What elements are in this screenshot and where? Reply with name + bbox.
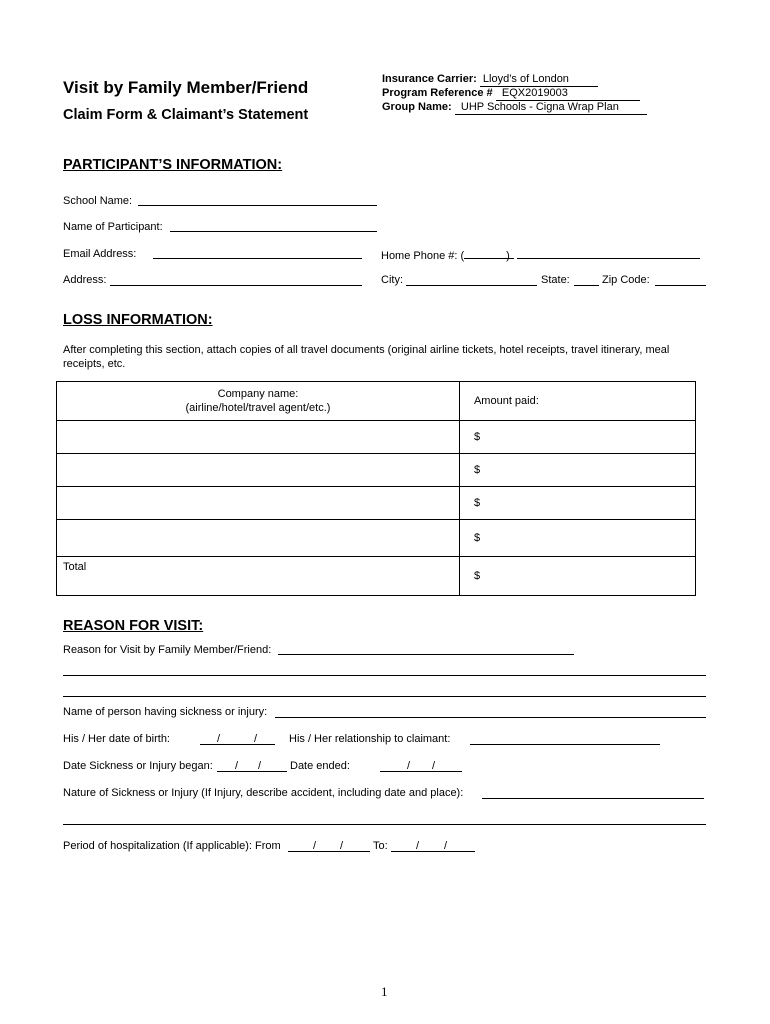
group-name bbox=[382, 100, 647, 115]
company-cell[interactable] bbox=[57, 520, 460, 557]
hospitalization-to-field[interactable] bbox=[391, 851, 475, 852]
insurance-carrier bbox=[382, 72, 598, 87]
hosp-from-separator: / bbox=[340, 840, 344, 852]
nature-label: Nature of Sickness or Injury (If Injury, describe accident, including date and place): bbox=[63, 787, 464, 799]
date-began-separator: / bbox=[258, 760, 262, 772]
amount-cell[interactable]: $ bbox=[459, 520, 695, 557]
page-number: 1 bbox=[381, 984, 388, 999]
amount-cell[interactable]: $ bbox=[459, 421, 695, 454]
total-label: Total bbox=[57, 557, 460, 596]
dob-separator: / bbox=[217, 733, 221, 745]
group-label: Group Name: bbox=[382, 101, 452, 113]
person-name-field[interactable] bbox=[275, 717, 706, 718]
form-title: Visit by Family Member/Friend bbox=[63, 78, 309, 97]
dob-separator: / bbox=[254, 733, 258, 745]
company-cell[interactable] bbox=[57, 487, 460, 520]
carrier-label: Insurance Carrier: bbox=[382, 73, 477, 85]
person-name-label: Name of person having sickness or injury: bbox=[63, 706, 268, 718]
participant-heading: PARTICIPANT’S INFORMATION: bbox=[63, 157, 283, 173]
relationship-field[interactable] bbox=[470, 744, 660, 745]
dob-label: His / Her date of birth: bbox=[63, 733, 170, 745]
company-cell[interactable] bbox=[57, 454, 460, 487]
company-column-header: Company name: (airline/hotel/travel agent/etc.) bbox=[57, 382, 460, 421]
hospitalization-label: Period of hospitalization (If applicable): From bbox=[63, 840, 281, 852]
address-field[interactable] bbox=[110, 285, 362, 286]
reason-field[interactable] bbox=[278, 654, 574, 655]
phone-area-code-field[interactable] bbox=[466, 258, 514, 259]
hospitalization-to-label: To: bbox=[373, 840, 388, 852]
city-field[interactable] bbox=[406, 285, 537, 286]
reason-field-line-2[interactable] bbox=[63, 675, 706, 676]
nature-field-line-2[interactable] bbox=[63, 824, 706, 825]
date-ended-separator: / bbox=[407, 760, 411, 772]
nature-field[interactable] bbox=[482, 798, 704, 799]
zip-field[interactable] bbox=[655, 285, 706, 286]
form-subtitle: Claim Form & Claimant’s Statement bbox=[63, 107, 309, 123]
reason-field-line-3[interactable] bbox=[63, 696, 706, 697]
home-phone-field[interactable] bbox=[517, 258, 700, 259]
loss-instructions: After completing this section, attach copies of all travel documents (original airline tickets, hotel receipts, travel itinerary, meal receipts, etc. bbox=[63, 344, 670, 370]
table-header-row bbox=[57, 382, 696, 421]
home-phone-label: Home Phone #: ( ) bbox=[381, 250, 510, 262]
relationship-label: His / Her relationship to claimant: bbox=[289, 733, 451, 745]
date-ended-field[interactable] bbox=[380, 771, 462, 772]
date-began-label: Date Sickness or Injury began: bbox=[63, 760, 213, 772]
date-ended-label: Date ended: bbox=[290, 760, 350, 772]
hosp-to-separator: / bbox=[416, 840, 420, 852]
amount-cell[interactable]: $ bbox=[459, 487, 695, 520]
amount-cell[interactable]: $ bbox=[459, 454, 695, 487]
program-label: Program Reference # bbox=[382, 87, 493, 99]
reason-heading: REASON FOR VISIT: bbox=[63, 618, 204, 634]
company-cell[interactable] bbox=[57, 421, 460, 454]
date-began-field[interactable] bbox=[217, 771, 287, 772]
table-row[interactable] bbox=[57, 454, 696, 487]
date-ended-separator: / bbox=[432, 760, 436, 772]
city-label: City: bbox=[381, 274, 403, 286]
reason-label: Reason for Visit by Family Member/Friend: bbox=[63, 644, 272, 656]
carrier-value: Lloyd’s of London bbox=[480, 72, 598, 87]
total-row[interactable] bbox=[57, 557, 696, 596]
state-label: State: bbox=[541, 274, 570, 286]
zip-label: Zip Code: bbox=[602, 274, 650, 286]
table-row[interactable] bbox=[57, 520, 696, 557]
program-reference bbox=[382, 86, 640, 101]
hosp-to-separator: / bbox=[444, 840, 448, 852]
participant-name-field[interactable] bbox=[170, 231, 377, 232]
address-label: Address: bbox=[63, 274, 107, 286]
school-name-field[interactable] bbox=[138, 205, 377, 206]
email-field[interactable] bbox=[153, 258, 362, 259]
participant-name-label: Name of Participant: bbox=[63, 221, 163, 233]
program-value: EQX2019003 bbox=[496, 86, 640, 101]
school-name-label: School Name: bbox=[63, 195, 133, 207]
loss-heading: LOSS INFORMATION: bbox=[63, 312, 213, 328]
dob-field[interactable] bbox=[200, 744, 275, 745]
email-label: Email Address: bbox=[63, 248, 137, 260]
amount-column-header: Amount paid: bbox=[459, 382, 695, 421]
group-value: UHP Schools - Cigna Wrap Plan bbox=[455, 100, 647, 115]
hospitalization-from-field[interactable] bbox=[288, 851, 370, 852]
table-row[interactable] bbox=[57, 487, 696, 520]
state-field[interactable] bbox=[574, 285, 599, 286]
table-row[interactable] bbox=[57, 421, 696, 454]
total-amount-cell[interactable]: $ bbox=[459, 557, 695, 596]
date-began-separator: / bbox=[235, 760, 239, 772]
loss-table bbox=[56, 381, 696, 596]
hosp-from-separator: / bbox=[313, 840, 317, 852]
